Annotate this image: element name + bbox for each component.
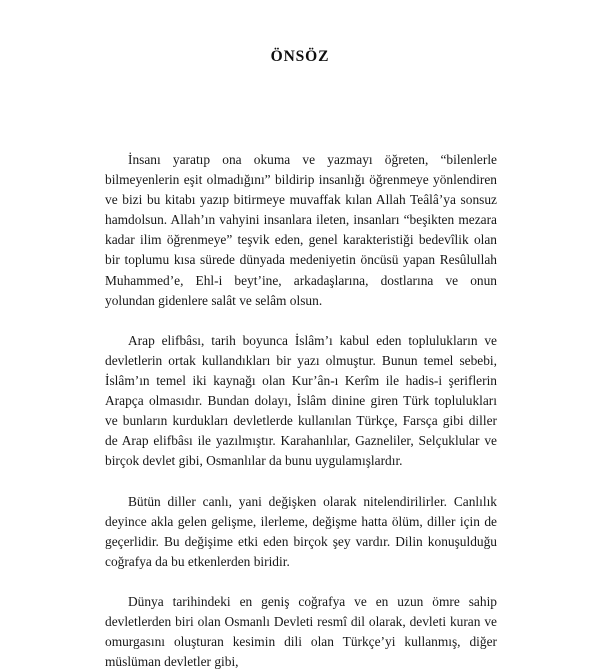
paragraph: Dünya tarihindeki en geniş coğrafya ve en uzun ömre sahip devletlerden biri olan Osmanlı Devleti resmî dil olarak, devleti kuran ve omurgasını oluşturan kesimin dili olan Türkçe’yi kullanmış, diğer müslüman devletler gibi, bbox=[105, 594, 497, 670]
paragraph: İnsanı yaratıp ona okuma ve yazmayı öğreten, “bilenlerle bilmeyenlerin eşit olmadığını” bildirip insanlığı öğrenmeye yönlendiren ve bizi bu kitabı yazıp bitirmeye muvaffak kılan Allah Teâlâ’ya sonsuz hamdolsun. Allah’ın vahyini insanlara ileten, insanları “beşikten mezara kadar ilim öğrenmeye” teşvik eden, genel karakteristiği bedevîlik olan bir toplumu kısa sürede dünyada medeniyetin öncüsü yapan Resûlullah Muhammed’e, Ehl-i beyt’ine, arkadaşlarına, dostlarına ve onun yolundan gidenlere salât ve selâm olsun. bbox=[105, 152, 497, 308]
page-title: ÖNSÖZ bbox=[270, 48, 330, 66]
paragraph: Bütün diller canlı, yani değişken olarak nitelendirilirler. Canlılık deyince akla gelen gelişme, ilerleme, değişme hatta ölüm, diller için de geçerlidir. Bu değişime etki eden birçok şey vardır. Dilin konuşulduğu coğrafya da bu etkenlerden biridir. bbox=[105, 493, 497, 569]
body-text-block bbox=[105, 150, 497, 672]
paragraph: Arap elifbâsı, tarih boyunca İslâm’ı kabul eden toplulukların ve devletlerin ortak kullandıkları bir yazı olmuştur. Bunun temel sebebi, İslâm’ın temel iki kaynağı olan Kur’ân-ı Kerîm ile hadis-i şeriflerin Arapça olmasıdır. Bundan dolayı, İslâm dinine giren Türk toplulukları ve bunların kurdukları devletlerde kullanılan Türkçe, Farsça gibi diller de Arap elifbâsı ile yazılmıştır. Karahanlılar, Gazneliler, Selçuklular ve birçok devlet gibi, Osmanlılar da bunu uygulamışlardır. bbox=[105, 332, 497, 469]
